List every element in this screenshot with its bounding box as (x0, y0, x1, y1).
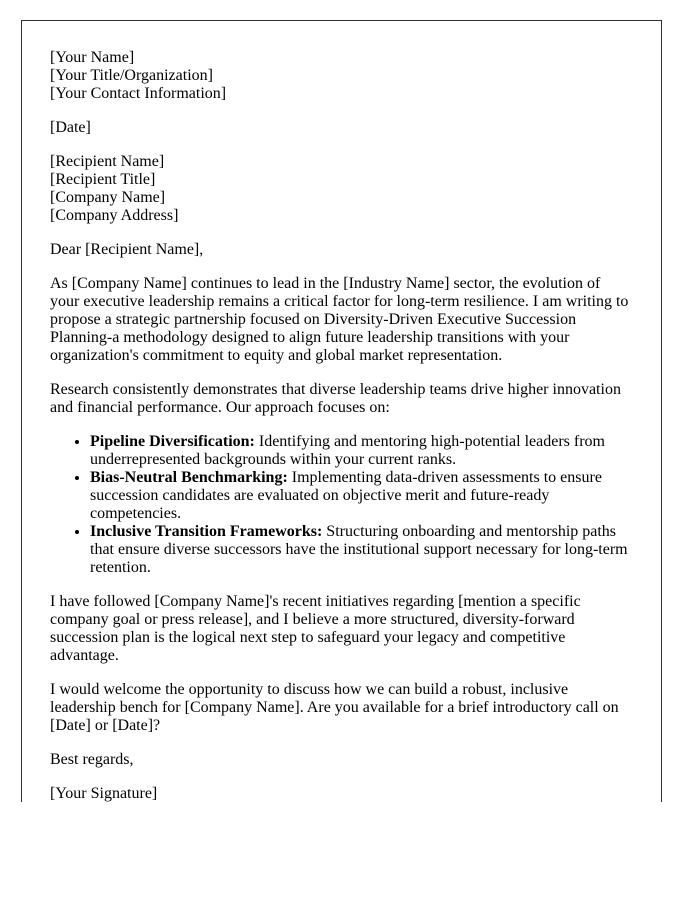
sender-contact: [Your Contact Information] (50, 85, 227, 102)
letter-document (21, 20, 662, 802)
date-line: [Date] (50, 119, 91, 136)
recipient-block (50, 153, 633, 225)
bullet-item-inclusive-transition-frameworks (90, 523, 633, 577)
bullet-text: Identifying and mentoring high-potential leaders from underrepresented backgrounds within your current ranks. (90, 433, 605, 468)
bullet-text: Structuring onboarding and mentorship paths that ensure diverse successors have the institutional support necessary for long-term retention. (90, 523, 628, 576)
recipient-address: [Company Address] (50, 207, 179, 224)
paragraph-intro: As [Company Name] continues to lead in the [Industry Name] sector, the evolution of your executive leadership remains a critical factor for long-term resilience. I am writing to propose a strategic partnership focused on Diversity-Driven Executive Succession Planning-a methodology designed to align future leadership transitions with your organization's commitment to equity and global market representation. (50, 275, 629, 364)
closing: Best regards, (50, 751, 134, 768)
signature-line: [Your Signature] (50, 785, 158, 802)
bullet-label: Pipeline Diversification: (90, 433, 255, 450)
bullet-label: Bias-Neutral Benchmarking: (90, 469, 288, 486)
recipient-title: [Recipient Title] (50, 171, 156, 188)
bullet-text: Implementing data-driven assessments to ensure succession candidates are evaluated on objective merit and future-ready competencies. (90, 469, 602, 522)
bullet-item-bias-neutral-benchmarking (90, 469, 633, 523)
bullet-list (50, 433, 633, 577)
recipient-name: [Recipient Name] (50, 153, 165, 170)
salutation: Dear [Recipient Name], (50, 241, 204, 258)
paragraph-research: Research consistently demonstrates that diverse leadership teams drive higher innovation and financial performance. Our approach focuses on: (50, 381, 621, 416)
paragraph-followed: I have followed [Company Name]'s recent initiatives regarding [mention a specific company goal or press release], and I believe a more structured, diversity-forward succession plan is the logical next step to safeguard your legacy and competitive advantage. (50, 593, 581, 664)
bullet-item-pipeline-diversification (90, 433, 633, 469)
sender-name: [Your Name] (50, 49, 135, 66)
recipient-company: [Company Name] (50, 189, 166, 206)
bullet-label: Inclusive Transition Frameworks: (90, 523, 323, 540)
sender-title-organization: [Your Title/Organization] (50, 67, 213, 84)
paragraph-welcome: I would welcome the opportunity to discuss how we can build a robust, inclusive leadership bench for [Company Name]. Are you available for a brief introductory call on [Date] or [Date]? (50, 681, 619, 734)
sender-block (50, 49, 633, 103)
